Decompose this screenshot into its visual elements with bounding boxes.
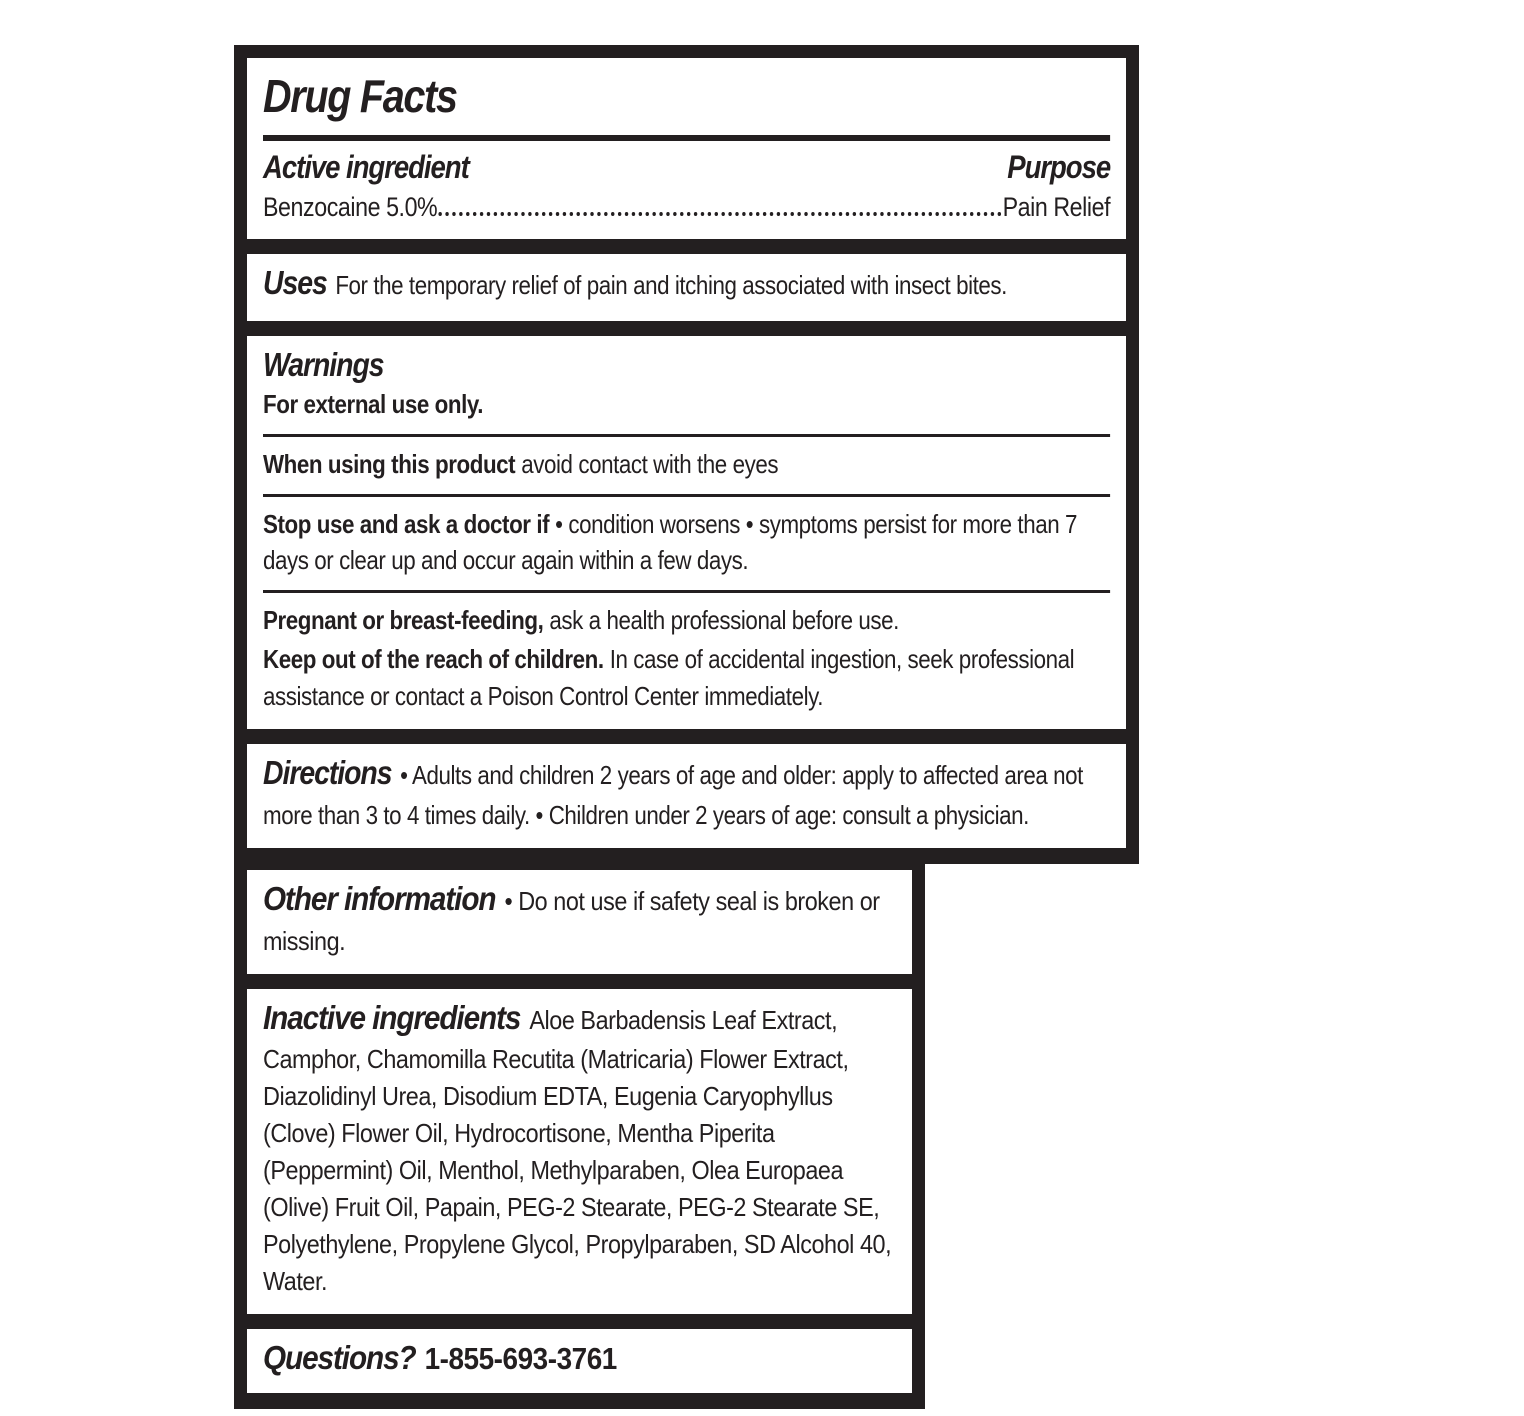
- when-using-paragraph: [263, 446, 1110, 483]
- keep-out-text: In case of accidental ingestion, seek professional assistance or contact a Poison Control Center immediately.: [263, 644, 1075, 712]
- drug-facts-title: Drug Facts: [263, 70, 457, 122]
- inactive-ingredients-text: Aloe Barbadensis Leaf Extract, Camphor, Chamomilla Recutita (Matricaria) Flower Extract, Diazolidinyl Urea, Disodium EDTA, Eugenia Caryophyllus (Clove) Flower Oil, Hydrocortisone, Mentha Piperita (Peppermint) Oil, Menthol, Methylparaben, Olea Europaea (Olive) Fruit Oil, Papain, PEG-2 Stearate, PEG-2 Stearate SE, Polyethylene, Propylene Glycol, Propylparaben, SD Alcohol 40, Water.: [263, 1004, 892, 1296]
- directions-heading: Directions: [263, 754, 392, 792]
- drug-facts-label: [234, 45, 1139, 1409]
- when-using-lead: When using this product: [263, 448, 516, 479]
- stop-use-text: • condition worsens • symptoms persist for more than 7 days or clear up and occur again within a few days.: [263, 508, 1078, 576]
- other-information-box: [247, 870, 912, 974]
- directions-text: • Adults and children 2 years of age and older: apply to affected area not more than 3 to 4 times daily. • Children under 2 years of age: consult a physician.: [263, 760, 1083, 830]
- questions-box: [247, 1329, 912, 1393]
- purpose-heading: Purpose: [1007, 148, 1111, 185]
- external-use-statement: For external use only.: [263, 388, 484, 419]
- questions-row: [263, 1335, 896, 1379]
- uses-heading: Uses: [263, 263, 327, 301]
- title-divider: [263, 135, 1110, 141]
- other-information-paragraph: [263, 876, 896, 960]
- uses-box: [247, 254, 1126, 321]
- other-information-text: • Do not use if safety seal is broken or missing.: [263, 885, 880, 956]
- questions-heading: Questions?: [263, 1338, 416, 1376]
- inactive-ingredients-heading: Inactive ingredients: [263, 998, 521, 1036]
- ingredient-name: Benzocaine 5.0%: [263, 191, 438, 222]
- when-using-text: avoid contact with the eyes: [521, 448, 779, 479]
- pregnant-text: ask a health professional before use.: [549, 605, 899, 636]
- active-ingredient-header-row: [263, 149, 1110, 186]
- stop-use-paragraph: [263, 506, 1110, 580]
- warnings-divider-3: [263, 590, 1110, 593]
- questions-phone-number: 1-855-693-3761: [424, 1340, 617, 1376]
- uses-text: For the temporary relief of pain and itching associated with insect bites.: [335, 269, 1007, 300]
- inactive-ingredients-box: [247, 989, 912, 1314]
- stop-use-lead: Stop use and ask a doctor if: [263, 508, 550, 539]
- warnings-box: [247, 336, 1126, 729]
- directions-box: [247, 744, 1126, 848]
- pregnant-paragraph: [263, 602, 1110, 639]
- drug-facts-header-box: [247, 58, 1126, 239]
- uses-paragraph: [263, 260, 1110, 307]
- active-ingredient-heading: Active ingredient: [263, 148, 469, 185]
- directions-paragraph: [263, 750, 1110, 834]
- other-information-heading: Other information: [263, 879, 496, 917]
- keep-out-lead: Keep out of the reach of children.: [263, 644, 604, 675]
- ingredient-purpose: Pain Relief: [1002, 191, 1111, 222]
- label-upper-section: [234, 45, 1139, 864]
- label-lower-section: [234, 864, 925, 1409]
- keep-out-paragraph: [263, 641, 1110, 715]
- warnings-heading: Warnings: [263, 345, 384, 383]
- dotted-leader: [438, 212, 1002, 216]
- ingredient-purpose-row: [263, 192, 1110, 225]
- inactive-ingredients-paragraph: [263, 995, 896, 1300]
- warnings-divider-2: [263, 494, 1110, 497]
- pregnant-lead: Pregnant or breast-feeding,: [263, 605, 544, 636]
- warnings-divider-1: [263, 434, 1110, 437]
